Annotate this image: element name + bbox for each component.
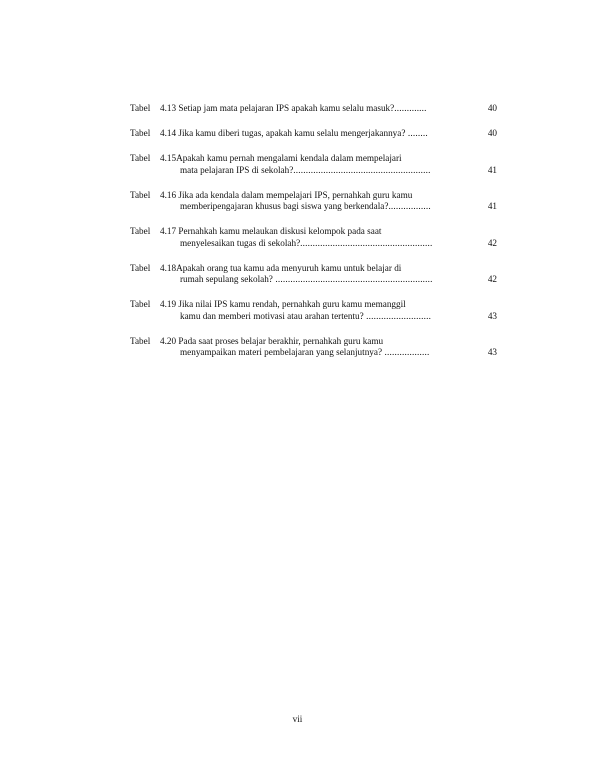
- entry-title: Apakah orang tua kamu ada menyuruh kamu untuk belajar di: [176, 262, 402, 273]
- entry-number: 4.17: [160, 226, 177, 236]
- leader-dots: ..................: [382, 347, 430, 357]
- leader-dots: ..........................: [363, 310, 432, 321]
- page-number: 40: [484, 128, 497, 140]
- leader-dots: .............: [394, 103, 427, 113]
- toc-entry: [130, 190, 497, 213]
- entry-number: 4.15: [160, 153, 177, 163]
- entry-number: 4.14: [160, 128, 177, 138]
- entry-title: Pada saat proses belajar berakhir, pernahkah guru kamu: [178, 335, 384, 346]
- page-number: 40: [484, 103, 497, 115]
- toc-entry: [130, 263, 497, 286]
- toc-entry: [130, 103, 497, 115]
- entry-number: 4.16: [160, 189, 177, 200]
- toc-line: [130, 165, 497, 177]
- page-folio: vii: [292, 714, 303, 724]
- page-number: 42: [484, 274, 497, 286]
- entry-title-continued: rumah sepulang sekolah?: [180, 274, 273, 284]
- entry-title-continued: menyelesaikan tugas di sekolah?: [180, 237, 301, 248]
- toc-line: [130, 263, 497, 275]
- entry-label: Tabel: [130, 153, 151, 163]
- leader-dots: .....................................................: [300, 237, 433, 248]
- toc-line: [130, 347, 497, 359]
- entry-title: Apakah kamu pernah mengalami kendala dalam mempelajari: [176, 153, 402, 163]
- entry-title: Pernahkah kamu melaukan diskusi kelompok pada saat: [178, 226, 382, 236]
- page-number: 41: [484, 165, 497, 177]
- entry-label: Tabel: [130, 103, 151, 113]
- leader-dots: .................: [388, 201, 431, 211]
- entry-title-continued: kamu dan memberi motivasi atau arahan tertentu?: [180, 310, 364, 321]
- entry-title: Setiap jam mata pelajaran IPS apakah kamu selalu masuk?: [178, 103, 395, 113]
- entry-title-continued: menyampaikan materi pembelajaran yang selanjutnya?: [180, 347, 383, 357]
- toc-entry: [130, 226, 497, 249]
- entry-number: 4.18: [160, 262, 177, 273]
- toc-line: [130, 274, 497, 286]
- entry-title: Jika ada kendala dalam mempelajari IPS, pernahkah guru kamu: [178, 189, 413, 200]
- leader-dots: .......................................................: [293, 164, 431, 175]
- toc-entry: [130, 299, 497, 322]
- toc-line: [130, 103, 497, 115]
- entry-label: Tabel: [130, 226, 151, 236]
- toc-line: [130, 153, 497, 165]
- page-number: 43: [484, 311, 497, 323]
- leader-dots: ........: [405, 128, 428, 138]
- toc-line: [130, 226, 497, 238]
- toc-line: [130, 190, 497, 202]
- entry-number: 4.13: [160, 103, 177, 113]
- page-number: 42: [484, 238, 497, 250]
- entry-title: Jika kamu diberi tugas, apakah kamu selalu mengerjakannya?: [178, 128, 406, 138]
- list-of-tables: [130, 103, 497, 372]
- leader-dots: ...............................................................: [272, 274, 433, 284]
- entry-label: Tabel: [130, 189, 151, 200]
- entry-title: Jika nilai IPS kamu rendah, pernahkah guru kamu memanggil: [178, 299, 406, 309]
- toc-line: [130, 336, 497, 348]
- entry-title-continued: mata pelajaran IPS di sekolah?: [180, 164, 294, 175]
- entry-label: Tabel: [130, 299, 151, 309]
- entry-label: Tabel: [130, 262, 151, 273]
- toc-line: [130, 201, 497, 213]
- toc-line: [130, 238, 497, 250]
- page-number: 43: [484, 347, 497, 359]
- toc-entry: [130, 153, 497, 176]
- entry-number: 4.19: [160, 299, 177, 309]
- entry-label: Tabel: [130, 335, 151, 346]
- entry-label: Tabel: [130, 128, 151, 138]
- toc-entry: [130, 336, 497, 359]
- toc-entry: [130, 128, 497, 140]
- toc-line: [130, 311, 497, 323]
- entry-title-continued: memberipengajaran khusus bagi siswa yang berkendala?: [180, 201, 389, 211]
- toc-line: [130, 299, 497, 311]
- entry-number: 4.20: [160, 335, 177, 346]
- page-number: 41: [484, 201, 497, 213]
- toc-line: [130, 128, 497, 140]
